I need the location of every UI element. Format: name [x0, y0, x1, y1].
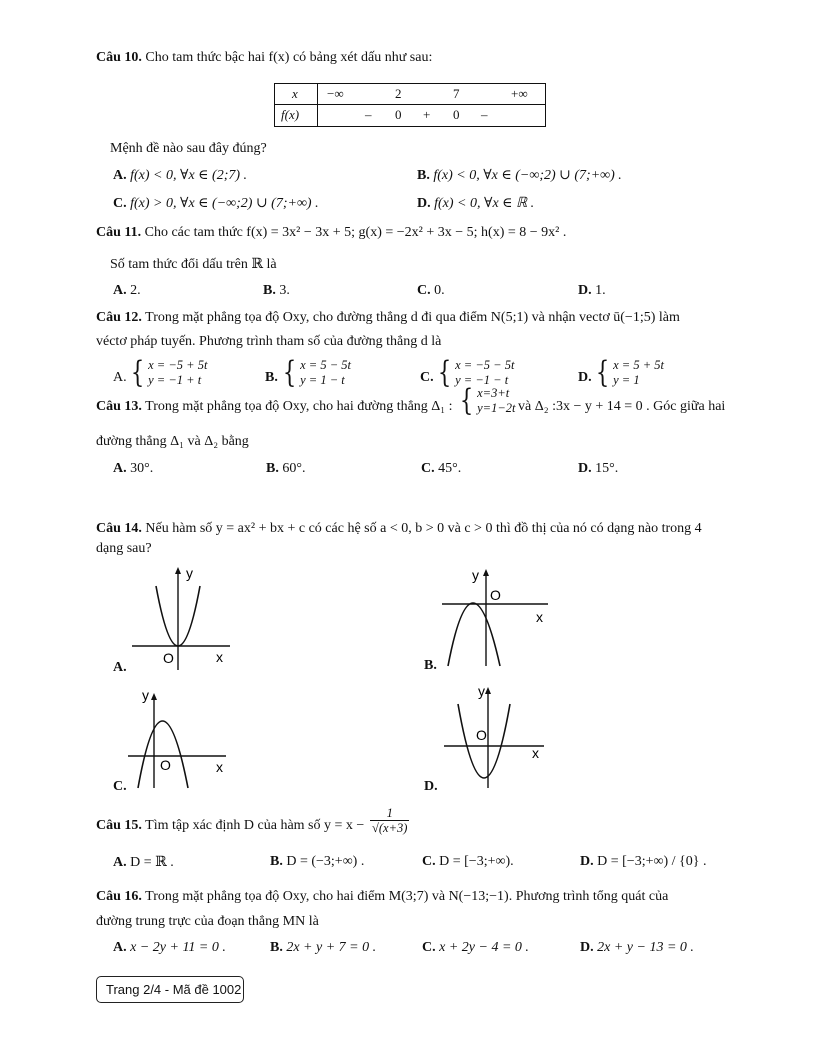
q10-option-d[interactable]: D. f(x) < 0, ∀x ∈ ℝ . [417, 196, 535, 211]
q11-prompt: Số tam thức đổi dấu trên ℝ là [110, 257, 277, 272]
q16-option-c[interactable]: C. x + 2y − 4 = 0 . [422, 940, 529, 955]
q13-option-b[interactable]: B. 60°. [266, 461, 306, 476]
q13-system: { x=3+t y=1−2t [459, 383, 516, 418]
q13-option-d[interactable]: D. 15°. [578, 461, 619, 476]
q15-option-b[interactable]: B. D = (−3;+∞) . [270, 854, 365, 869]
q12-option-d-letter: D. [578, 370, 592, 385]
q10-prompt: Mệnh đề nào sau đây đúng? [110, 141, 267, 156]
q16-stem-line-1: Câu 16. Trong mặt phẳng tọa độ Oxy, cho hai điểm M(3;7) và N(−13;−1). Phương trình tổng quát của [96, 889, 669, 904]
q13-stem-line-2: đường thẳng Δ₁ và Δ₂ bằng [96, 434, 249, 449]
q10-option-c[interactable]: C. f(x) > 0, ∀x ∈ (−∞;2) ∪ (7;+∞) . [113, 196, 319, 211]
q15-option-a[interactable]: A. D = ℝ . [113, 855, 174, 870]
q15-fraction: $\frac{1}{√(x+3)}$ [372, 806, 408, 835]
q13-option-c[interactable]: C. 45°. [421, 461, 462, 476]
q10-label: Câu 10. [96, 50, 142, 65]
page-footer: Trang 2/4 - Mã đề 1002 [96, 976, 244, 1003]
graph-d-svg [440, 684, 550, 792]
graph-d[interactable] [440, 684, 550, 792]
table-sign-3: – [481, 107, 488, 122]
graph-d-y-label: y [478, 684, 485, 699]
q13-stem-line-1a: Câu 13. Trong mặt phẳng tọa độ Oxy, cho hai đường thẳng Δ₁ : [96, 399, 453, 414]
q12-label: Câu 12. [96, 310, 142, 325]
table-zero-2: 0 [453, 107, 460, 122]
table-x-head: x [292, 86, 298, 101]
sign-table [274, 83, 546, 127]
q10-stem: Cho tam thức bậc hai f(x) có bảng xét dấu như sau: [145, 50, 433, 65]
q11-option-c[interactable]: C. 0. [417, 283, 445, 298]
table-pos-inf: +∞ [511, 86, 528, 101]
q11-option-b[interactable]: B. 3. [263, 283, 290, 298]
q12-option-c-letter: C. [420, 370, 434, 385]
q11-option-d[interactable]: D. 1. [578, 283, 606, 298]
q16-option-b[interactable]: B. 2x + y + 7 = 0 . [270, 940, 377, 955]
graph-b-x-label: x [536, 609, 543, 625]
q16-option-a[interactable]: A. x − 2y + 11 = 0 . [113, 940, 226, 955]
table-sign-2: + [423, 107, 431, 122]
q11-stem: Cho các tam thức f(x) = 3x² − 3x + 5; g(x) = −2x² + 3x − 5; h(x) = 8 − 9x² . [144, 225, 567, 240]
q13-label: Câu 13. [96, 399, 142, 414]
q10-option-b[interactable]: B. f(x) < 0, ∀x ∈ (−∞;2) ∪ (7;+∞) . [417, 168, 622, 183]
graph-d-x-label: x [532, 745, 539, 761]
graph-c-x-label: x [216, 759, 223, 775]
q14-label: Câu 14. [96, 521, 142, 536]
graph-b-y-label: y [472, 567, 479, 583]
graph-c[interactable] [126, 684, 236, 792]
graph-b[interactable] [438, 566, 563, 670]
q15-option-c[interactable]: C. D = [−3;+∞). [422, 854, 514, 869]
q14-stem-line-2: dạng sau? [96, 541, 152, 556]
q12-option-c[interactable]: { x = −5 − 5t y = −1 − t [437, 355, 515, 390]
table-root-2: 2 [395, 86, 402, 101]
q11-label: Câu 11. [96, 225, 142, 240]
q16-label: Câu 16. [96, 889, 142, 904]
q14-stem-line-1: Câu 14. Nếu hàm số y = ax² + bx + c có các hệ số a < 0, b > 0 và c > 0 thì đồ thị của nó có dạng nào trong 4 [96, 521, 702, 536]
graph-c-origin-label: O [160, 757, 171, 773]
graph-a-x-label: x [216, 649, 223, 665]
graph-b-parabola [448, 603, 500, 666]
q12-stem-line-2: véctơ pháp tuyến. Phương trình tham số của đường thẳng d là [96, 334, 442, 349]
graph-b-letter: B. [424, 658, 437, 673]
q13-stem-line-1b: và Δ₂ :3x − y + 14 = 0 . Góc giữa hai [518, 399, 726, 414]
q15-stem-line [96, 818, 364, 834]
q15-label: Câu 15. [96, 818, 142, 833]
q12-option-b[interactable]: { x = 5 − 5t y = 1 − t [282, 355, 351, 390]
graph-b-svg [438, 566, 563, 670]
graph-c-y-label: y [142, 687, 149, 703]
table-zero-1: 0 [395, 107, 402, 122]
q12-option-a-letter: A. [113, 370, 127, 385]
q15-stem: Tìm tập xác định D của hàm số y = x − [145, 818, 365, 833]
table-neg-inf: −∞ [327, 86, 344, 101]
q16-stem-line-2: đường trung trực của đoạn thẳng MN là [96, 914, 319, 929]
graph-c-letter: C. [113, 779, 127, 794]
graph-c-svg [126, 684, 236, 792]
q12-option-d[interactable]: { x = 5 + 5t y = 1 [595, 355, 664, 390]
graph-a-letter: A. [113, 660, 127, 675]
graph-a-svg [126, 566, 236, 674]
q13-option-a[interactable]: A. 30°. [113, 461, 154, 476]
graph-b-origin-label: O [490, 587, 501, 603]
graph-c-parabola [138, 721, 188, 788]
q12-stem-line-1: Câu 12. Trong mặt phẳng tọa độ Oxy, cho đường thẳng d đi qua điểm N(5;1) và nhận vectơ ū(−1;5) làm [96, 310, 680, 325]
q16-option-d[interactable]: D. 2x + y − 13 = 0 . [580, 940, 694, 955]
q12-option-b-letter: B. [265, 370, 278, 385]
table-fx-head: f(x) [281, 107, 300, 122]
graph-a[interactable] [126, 566, 236, 674]
graph-a-origin-label: O [163, 650, 174, 666]
q11-option-a[interactable]: A. 2. [113, 283, 141, 298]
table-root-7: 7 [453, 86, 460, 101]
q11-stem-line [96, 225, 566, 241]
q15-option-d[interactable]: D. D = [−3;+∞) / {0} . [580, 854, 707, 869]
graph-d-origin-label: O [476, 727, 487, 743]
q12-option-a[interactable]: { x = −5 + 5t y = −1 + t [130, 355, 208, 390]
q10-stem-line [96, 50, 432, 66]
q10-option-a[interactable]: A. f(x) < 0, ∀x ∈ (2;7) . [113, 168, 248, 183]
graph-d-letter: D. [424, 779, 438, 794]
graph-a-y-label: y [186, 566, 193, 581]
table-sign-1: – [365, 107, 372, 122]
